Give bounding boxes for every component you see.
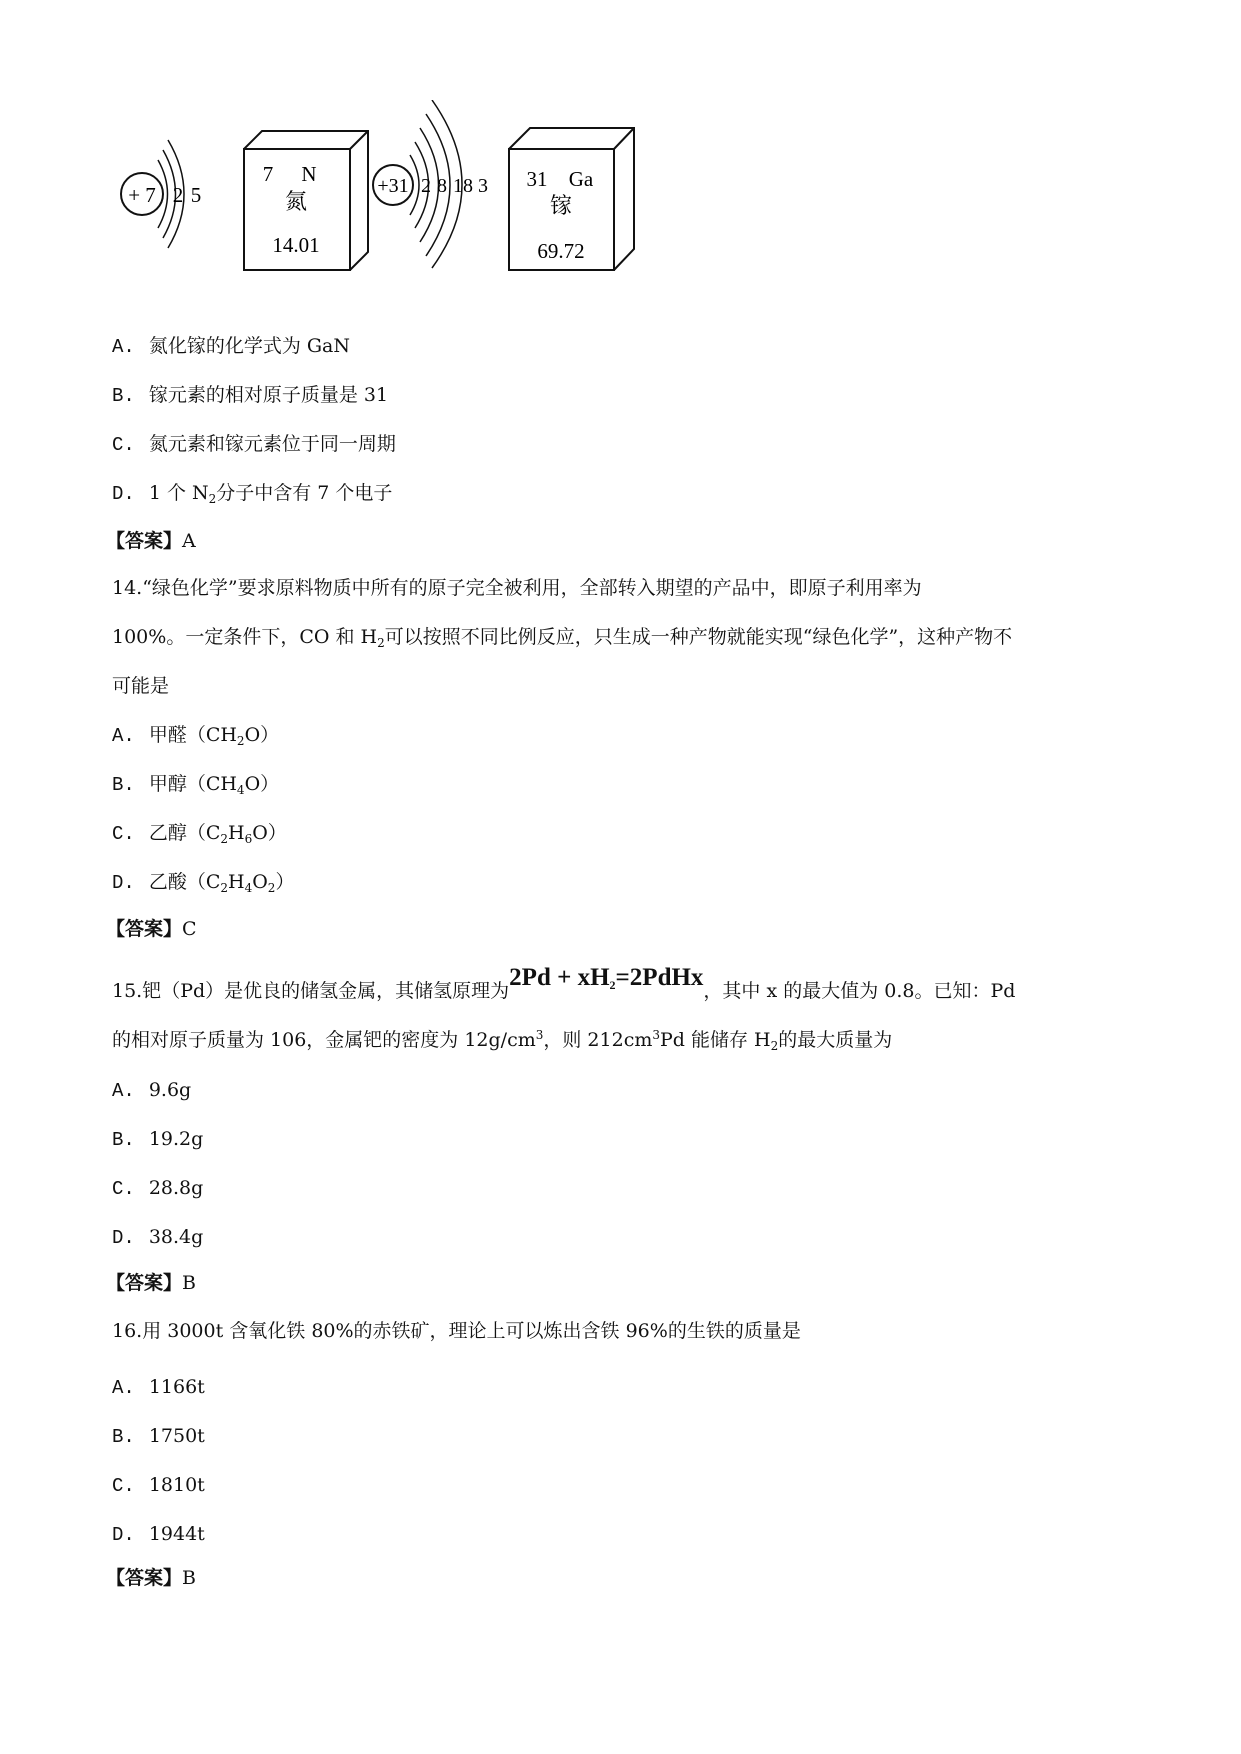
option-text: 甲醛$(CH_2O)$ [148,724,280,748]
option-text: 19.2g [148,1128,204,1150]
nitrogen-name: 氮 [284,190,308,215]
gallium-shell-4-electrons: 3 [478,175,488,197]
q14-option-c [112,821,287,846]
option-label: D. [112,483,135,505]
q14-stem-line-1: 14.“绿色化学”要求原料物质中所有的原子完全被利用，全部转入期望的产品中，即原子利用率为 [112,577,922,599]
nitrogen-shell-2-electrons: 5 [190,183,202,207]
option-label: C. [112,1475,135,1497]
q14-stem-line-3: 可能是 [112,675,170,697]
gallium-name: 镓 [549,194,573,219]
option-text: 镓元素的相对原子质量是 31 [148,384,389,406]
q15-answer [106,1271,196,1295]
option-text: 28.8g [148,1177,204,1199]
option-label: B. [112,385,135,407]
option-text: 1166t [148,1376,205,1398]
option-label: A. [112,336,135,358]
answer-label: 【答案】 [106,1567,183,1589]
q15-option-a [112,1078,191,1103]
option-label: C. [112,434,135,456]
nitrogen-element-cell [244,131,368,270]
q15-stem-line-2: 的相对原子质量为 106，金属钯的密度为 $12g/cm^3$，则 $212cm^3Pd$ 能储存 $H_2$的最大质量为 [112,1028,893,1053]
gallium-shell-2-electrons: 8 [437,175,447,197]
q14-option-d [112,870,294,895]
option-label: B. [112,774,135,796]
q15-option-d [112,1225,203,1250]
q16-stem: 16.用 3000t 含氧化铁 80%的赤铁矿，理论上可以炼出含铁 96%的生铁的质量是 [112,1320,801,1342]
gallium-shell-1-electrons: 2 [421,175,431,197]
nitrogen-atomic-number: 7 [262,162,274,186]
answer-value: B [182,1272,196,1294]
q14-answer [106,917,197,941]
answer-label: 【答案】 [106,1272,183,1294]
option-label: B. [112,1426,135,1448]
option-label: A. [112,1377,135,1399]
q16-option-b [112,1424,205,1449]
nitrogen-nucleus-charge: + 7 [128,183,156,207]
option-text: 1810t [148,1474,205,1496]
option-label: C. [112,823,135,845]
q16-option-c [112,1473,205,1498]
option-label: D. [112,1227,135,1249]
gallium-nucleus-charge: +31 [377,175,409,197]
gallium-atomic-number: 31 [526,167,548,191]
q15-option-c [112,1176,203,1201]
q13-option-a [112,334,350,359]
answer-value: B [182,1567,196,1589]
q16-option-d [112,1522,205,1547]
hydrogen-storage-equation: $2Pd + xH_2=2PdHx$ [509,964,704,992]
option-label: D. [112,872,135,894]
q16-option-a [112,1375,205,1400]
option-text: 1750t [148,1425,205,1447]
gallium-symbol: Ga [568,167,594,191]
q15-stem-line-1: 15.钯（Pd）是优良的储氢金属，其储氢原理为$2Pd + xH_2=2PdHx$，其中 x 的最大值为 0.8。已知：Pd [112,964,1016,1002]
option-label: A. [112,1080,135,1102]
option-label: D. [112,1524,135,1546]
q14-stem-line-2: 100%。一定条件下，CO 和 $H_2$可以按照不同比例反应，只生成一种产物就能实现“绿色化学”，这种产物不 [112,626,1013,650]
answer-value: C [182,918,197,940]
option-label: B. [112,1129,135,1151]
nitrogen-atomic-mass: 14.01 [272,233,320,257]
option-text: 乙醇$(C_2H_6O)$ [148,822,287,846]
answer-label: 【答案】 [106,918,183,940]
option-text: 甲醇$(CH_4O)$ [148,773,280,797]
gallium-shell-arc-1 [410,155,419,215]
option-text: 1944t [148,1523,205,1545]
q16-answer [106,1566,196,1590]
option-text: 乙酸$(C_2H_4O_2)$ [148,871,295,895]
option-label: A. [112,725,135,747]
q14-option-a [112,723,279,748]
q13-answer [106,529,196,553]
nitrogen-symbol: N [301,162,317,186]
option-text: 9.6g [148,1079,192,1101]
gallium-atom-diagram [373,100,488,268]
gallium-atomic-mass: 69.72 [537,239,585,263]
q13-option-d [112,481,392,506]
answer-value: A [182,530,196,552]
element-figure [100,100,740,300]
option-label: C. [112,1178,135,1200]
q14-option-b [112,772,279,797]
option-text: 1 个 $N_2$分子中含有 7 个电子 [148,482,393,506]
gallium-shell-3-electrons: 18 [453,175,473,197]
nitrogen-atom-diagram [121,140,201,248]
q15-option-b [112,1127,203,1152]
option-text: 氮元素和镓元素位于同一周期 [148,433,396,455]
gallium-element-cell [509,128,634,270]
option-text: 氮化镓的化学式为 GaN [148,335,350,357]
answer-label: 【答案】 [106,530,183,552]
q13-option-b [112,383,388,408]
nitrogen-shell-1-electrons: 2 [172,183,184,207]
q13-option-c [112,432,396,457]
option-text: 38.4g [148,1226,204,1248]
